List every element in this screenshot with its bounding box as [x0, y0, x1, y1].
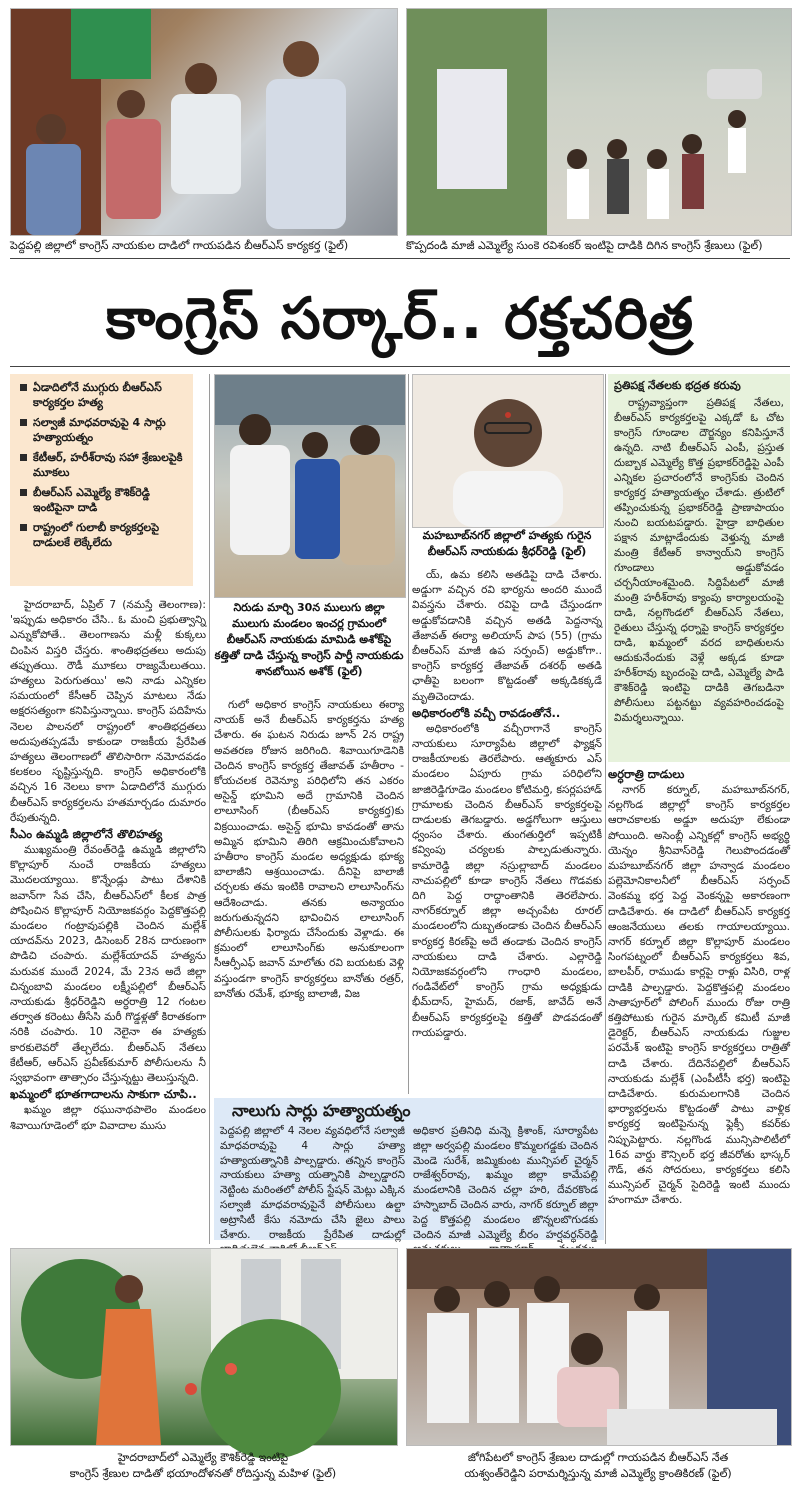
knife-attack-photo — [214, 374, 406, 598]
col1-subhead-1: సీఎం ఉమ్మడి జిల్లాలోనే తొలిహత్య — [10, 827, 163, 842]
col5-subhead-1: అర్ధరాత్రి దాడులు — [608, 767, 685, 781]
bottom-left-photo — [10, 1248, 398, 1446]
column-2 — [214, 698, 404, 1088]
column-1 — [10, 598, 206, 1132]
column-rule — [408, 374, 409, 1094]
highlight-item: రాష్ట్రంలో గులాబీ కార్యకర్తలపై దాడులకే లెక్కేలేదు — [18, 520, 187, 550]
blue-box-right: అధికార ప్రతినిధి మన్నె క్రిశాంక్, సూర్యాపేట జిల్లా అర్వపల్లి మండలం కొమ్మలగడ్డకు చెందిన మెండె సురేశ్, జమ్మికుంట మున్సిపల్ చైర్మన్ రాజేశ్వర్‌రావు, ఖమ్మం జిల్లా కామేపల్లి మండలానికి చెందిన చల్లా హరి, దేవరకొండ హస్నాబాద్ చెందిన వారు, నాగర్ కర్నూల్ జిల్లా పెద్ద కొత్తపల్లి మండలం జొన్నలబొగుడకు చెందిన మాజీ ఎమ్మెల్యే బీరం హర్షవర్ధన్‌రెడ్డి — [413, 1125, 598, 1241]
right-box-body: రాష్ట్రవ్యాప్తంగా ప్రతిపక్ష నేతలు, బీఆర్ఎస్ కార్యకర్తలపై ఎక్కడో ఓ చోట కాంగ్రెస్ గూండాల దౌర్జన్యం కనిపిస్తూనే ఉన్నది. నాటి బీఆర్ఎస్ ఎంపీ, ప్రస్తుత దుబ్బాక ఎమ్మెల్యే కొత్త ప్రభాకర్‌రెడ్డిపై ఎంపీ ఎన్నికల ప్రచారంలోనే కాంగ్రెస్‌కు చెందిన కార్యకర్త హత్యాయత్నం చేశాడు. త్రుటిలో తప్పించుకున్న ప్రభాకర్‌రెడ్డి ప్రాణాపాయం నుంచి బయటపడ్డారు. హైడ్రా బాధితుల పక్షాన మాట్లాడేందుకు వెళ్తున్న మాజీ మంత్రి కేటీఆర్ కాన్వాయ్‌ని కాంగ్రెస్ గూండాలు అడ్డుకోవడం చర్చనీయాంశమైంది. సిద్దిపేటలో మాజీ మంత్రి హరీశ్‌రావు క్యాంపు కార్యాలయంపై దాడి, నల్లగొండలో బీఆర్ఎస్ నేతలు, రైతులు చేస్తున్న ధర్నాపై కాంగ్రెస్ కార్యకర్తల దాడి, ఖమ్మంలో వరద బాధితులను ఆదుకునేందుకు వెళ్లే అక్కడ కూడా హరీశ్‌రావు బృందంపై దాడి, ఎమ్మెల్యే పాడి కౌశిక్‌రెడ్డి ఇంటిపై దాడికి తెగబడినా పోలీసులు పట్టనట్టు వ్యవహరించడంపై విమర్శలున్నాయి. — [614, 397, 784, 724]
blue-box-title: నాలుగు సార్లు హత్యాయత్నం — [232, 1101, 411, 1120]
bottom-left-caption-2: కాంగ్రెస్ శ్రేణుల దాడితో భయాందోళనతో రోదిస్తున్న మహిళ (ఫైల్) — [69, 1467, 337, 1480]
col1-subhead-2: ఖమ్మంలో భూతగాదాలను సాకుగా చూపి.. — [10, 1087, 197, 1102]
four-attempts-box — [214, 1098, 604, 1240]
col3-subhead-1: అధికారంలోకి వచ్చీ రావడంతోనే.. — [412, 705, 561, 720]
portrait-illustration — [413, 375, 603, 527]
col3-para-2: అధికారంలోకి వచ్చీరాగానే కాంగ్రెస్ నాయకులు సూర్యాపేట జిల్లాలో ఫ్యాక్షన్ రాజకీయాలకు తెరలేపారు. ఆత్మకూరు ఎస్ మండలం ఏపూరు గ్రామ పరిధిలోని జాజిరెడ్డిగూడెం మండలం కోటిమర్తి, కసర్లపహాడ్ గ్రామాలకు చెందిన బీఆర్ఎస్ కార్యకర్తలపై దాడులకు తెగబడ్డారు. అడ్డగోలుగా ఆస్తులు ధ్వంసం చేశారు. తుంగతుర్తిలో ఇప్పటికీ కవ్వింపు చర్యలకు పాల్పడుతున్నారు. కామారెడ్డి జిల్లా నస్రుల్లాబాద్ మండలం నాచుపల్లిలో కూడా కాంగ్రెస్ నేతలు గొడవకు దిగి పెద్ద రాద్ధాంతానికి తెరలేపారు. నాగర్‌కర్నూల్ జిల్లా అచ్చంపేట రూరల్ మండలంలోని దుబ్బతండాకు చెందిన బీఆర్ఎస్ కార్యకర్త కిరణ్‌పై అదే తండాకు చెందిన కాంగ్రెస్ నాయకులు దాడి చేశారు. ఎల్లారెడ్డి నియోజకవర్గంలోని గాంధారి మండలం, గండివేట్‌లో కాంగ్రెస్ గ్రామ అధ్యక్షుడు భీమ్‌దాస్, హైమద్, రజాక్, జావేద్ అనే బీఆర్ఎస్ కార్యకర్తలపై కత్తితో పొడవడంతో గాయపడ్డారు. — [412, 722, 602, 1039]
right-box-title: ప్రతిపక్ష నేతలకు భద్రత కరువు — [614, 379, 741, 392]
top-divider — [10, 258, 790, 259]
headline-divider — [10, 366, 790, 367]
bottom-right-photo — [406, 1248, 792, 1446]
top-left-caption: పెద్దపల్లి జిల్లాలో కాంగ్రెస్ నాయకుల దాడిలో గాయపడిన బీఆర్ఎస్ కార్యకర్త (ఫైల్) — [10, 239, 349, 252]
bottom-right-caption-2: యశ్వంత్‌రెడ్డిని పరామర్శిస్తున్న మాజీ ఎమ్మెల్యే క్రాంతికిరణ్ (ఫైల్) — [464, 1467, 732, 1480]
blue-box-left: పెద్దపల్లి జిల్లాలో 4 నెలల వ్యవధిలోనే సల్వాజీ మాధవరావుపై 4 సార్లు హత్యా హత్యాయత్నానికి పాల్పడ్డారు. తన్నిన కాంగ్రెస్ నాయకులు హత్యా యత్నానికి పాల్పడ్డారని నెట్టింట మరింతలో పోలీస్ స్టేషన్ మెట్లు ఎక్కిన సల్వాజీ మాధవరావుపైనే పోలీసులు ఉల్టా అట్రాసిటీ కేసు నమోదు చేసి జైలు పాలు చేశారు. రాజకీయ ప్రేరేపిత దాడుల్లో — [220, 1125, 405, 1241]
knife-attack-caption: నిరుడు మార్చి 30న ములుగు జిల్లా ములుగు మండలం ఇంచర్ల గ్రామంలో బీఆర్ఎస్ నాయకుడు మామిడి అశోక్‌పై కత్తితో దాడి చేస్తున్న కాంగ్రెస్ పార్టీ నాయకుడు శానబోయిన అశోక్ (ఫైల్) — [214, 601, 404, 678]
scuffle-illustration — [215, 375, 405, 597]
bottom-right-caption-1: జోగిపేటలో కాంగ్రెస్ శ్రేణుల దాడుల్లో గాయపడిన బీఆర్ఎస్ నేత — [467, 1451, 729, 1464]
crowd-illustration — [11, 9, 397, 235]
column-5 — [608, 766, 790, 1236]
top-right-photo — [406, 8, 792, 236]
top-left-photo — [10, 8, 398, 236]
column-rule — [605, 374, 606, 1244]
col5-para-1: నాగర్ కర్నూల్, మహబూబ్‌నగర్, నల్లగొండ జిల్లాల్లో కాంగ్రెస్ కార్యకర్తల ఆరాచకాలకు అడ్డూ అదుపూ లేకుండా పోయింది. అసెంబ్లీ ఎన్నికల్లో కాంగ్రెస్ అభ్యర్థి యెన్నం శ్రీనివాస్‌రెడ్డి గెలుపొందడంతో మహబూబ్‌నగర్ జిల్లా హన్వాడ మండలం పల్లెమోనికాలనీలో బీఆర్ఎస్ సర్పంచ్ వెంకమ్మ భర్త పెద్ద వెంకన్నపై అకారణంగా దాడిచేశారు. ఈ దాడిలో బీఆర్ఎస్ కార్యకర్త ఆంజనేయులు తలకు గాయాలయ్యాయి. నాగర్ కర్నూల్ జిల్లా కొల్లాపూర్ మండలం సింగపట్నంలో బీఆర్ఎస్ కార్యకర్తలు శివ, బాలపీర్, రాముడు కార్లపై రాళ్లు విసిరి, రాళ్ల దాడికి పాల్పడ్డారు. పెద్దకొత్తపల్లి మండలం సాతాపూర్‌లో పోలింగ్ ముందు రోజు రాత్రి కత్తిపోటుకు గురైన మార్కెట్ కమిటీ మాజీ డైరెక్టర్, బీఆర్ఎస్ నాయకుడు గుజ్జుల పరమేశ్ ఇంటిపై కాంగ్రెస్ కార్యకర్తలు రాత్రితో దాడి చేశారు. దేదినేపల్లిలో బీఆర్ఎస్ నాయకుడు మల్లేశ్ (ఎంపీటీసీ భర్త) ఇంటిపై దాడిచేశారు. కురుమలగానికి చెందిన భార్యాభర్తలను కొట్టడంతో పాటు వాళ్లిక కార్యకర్త ఇంటిపైనున్న ఫ్లెక్సీ కవర్‌కు నిప్పుపెట్టారు. నల్లగొండ మున్సిపాలిటీలో 16వ వార్డు కౌన్సిలర్ భర్త జీవరోతు భాస్కర్ గౌడ్, తన సోదరులు, కార్యకర్తలు కలిసి మున్సిపల్ చైర్మన్ సైదిరెడ్డి ఇంటి ముందు హంగామా చేశారు. — [608, 784, 790, 1207]
blue-box-columns — [220, 1124, 598, 1241]
highlight-item: ఏడాదిలోనే ముగ్గురు బీఆర్ఎస్ కార్యకర్తల హత్య — [18, 380, 187, 410]
col2-para-1: గులో అధికార కాంగ్రెస్ నాయకులు ఈర్యా నాయక్ అనే బీఆర్ఎస్ కార్యకర్తను హత్య చేశారు. ఈ ఘటన నిరుడు జూన్ 2న రాష్ట్ర అవతరణ రోజున జరిగింది. శివాయిగూడెనికి చెందిన కాంగ్రెస్ కార్యకర్త తేజావత్ హతీరాం - కోయచలక రెవెన్యూ పరిధిలోని తన ఎకరం అసైన్డ్ భూమిని అదే గ్రామానికి చెందిన లాలూసింగ్ (బీఆర్ఎస్ కార్యకర్త)కు విక్రయించాడు. అసైన్డ్ భూమి కావడంతో తాను అమ్మిన భూమిని తిరిగి ఆక్రమించుకోవాలని హతీరాం కాంగ్రెస్ మండల అధ్యక్షుడు భూక్య బాలాజీని ఆశ్రయించాడు. దీనిపై బాలాజీ చర్చలకు తమ ఇంటికి రావాలని లాలూసింగ్‌ను ఆదేశించాడు. తనకు అన్యాయం జరుగుతున్నదని భావించిన లాలూసింగ్ పోలీసులకు ఫిర్యాదు చేసేందుకు వెళ్లాడు. ఈ క్రమంలో లాలూసింగ్‌కు అనుకూలంగా సీఆర్పీఎఫ్ జవాన్ మాలోతు రవి బయటకు వెళ్లి వస్తుండగా కాంగ్రెస్ కార్యకర్తలు బానోతు రత్రర్, బానోతు రమేశ్, భూక్య బాలాజీ, విజ — [214, 699, 404, 1000]
column-rule — [209, 374, 210, 1244]
bottom-left-caption-1: హైదరాబాద్‌లో ఎమ్మెల్యే కౌశిక్‌రెడ్డి ఇంటిపై — [117, 1451, 289, 1464]
highlight-item: సల్వాజీ మాధవరావుపై 4 సార్లు హత్యాయత్నం — [18, 415, 187, 445]
sridhar-reddy-photo — [412, 374, 604, 528]
garden-woman-illustration — [11, 1249, 397, 1445]
opposition-security-box — [608, 374, 790, 762]
page-headline: కాంగ్రెస్ సర్కార్.. రక్తచరిత్ర — [105, 286, 695, 352]
col1-para-3: ఖమ్మం జిల్లా రఘునాథపాలెం మండలం శివాయిగూడెంలో భూ వివాదాల ముసు — [10, 1104, 206, 1132]
house-crowd-illustration — [407, 9, 791, 235]
hospital-visit-illustration — [407, 1249, 791, 1445]
highlights-box — [10, 374, 193, 586]
column-3 — [412, 568, 602, 1092]
highlight-item: బీఆర్ఎస్ ఎమ్మెల్యే కౌశిక్‌రెడ్డి ఇంటిపైనా దాడి — [18, 485, 187, 515]
col1-para-2: ముఖ్యమంత్రి రేవంత్‌రెడ్డి ఉమ్మడి జిల్లాలోని కొల్లాపూర్ నుంచే రాజకీయ హత్యలు మొదలయ్యాయి. కొన్నేండ్లు పాటు దేశానికి జవాన్‌గా సేవ చేసి, బీఆర్ఎస్‌లో కీలక పాత్ర పోషించిన కొల్లాపూర్ నియోజకవర్గం పెద్దకొత్తపల్లి మండలం గంట్రావుపల్లికి చెందిన మల్లేశ్ యాదవ్‌ను 2023, డిసెంబర్ 28న దారుణంగా పొడిచి చంపారు. మల్లేశ్‌యాదవ్ హత్యను మరువక ముందే 2024, మే 23న అదే జిల్లా చిన్నంబావి మండలం లక్ష్మీపల్లిలో బీఆర్ఎస్ నాయకుడు శ్రీధర్‌రెడ్డిని అర్ధరాత్రి 12 గంటల తర్వాత కరెంటు తీసేసి మరీ గొడ్డళ్లతో కిరాతకంగా నరికి చంపారు. 10 నెలైనా ఈ హత్యకు కారకులెవరో తేల్చలేదు. బీఆర్ఎస్ నేతలు కేటీఆర్, ఆర్ఎస్ ప్రవీణ్‌కుమార్ పోలీసులను నీ స్వభావంగా తాత్సారం చేస్తున్నట్టు తెలుస్తున్నది. — [10, 844, 206, 1085]
col3-para-1: య్, ఉమ కలిసి అతడిపై దాడి చేశారు. అడ్డుగా వచ్చిన రవి భార్యను అందరి ముందే వివస్త్రను చేశారు. రవిపై దాడి చేస్తుండగా అడ్డుకోవడానికి వచ్చిన అతడి పెద్దనాన్న తేజావత్ ఈర్యా అలియాస్ పాప (55) (గ్రామ బీఆర్ఎస్ మాజీ ఉప సర్పంచ్) అడ్డుకోగా.. కాంగ్రెస్ కార్యకర్త తేజావత్ దశరథ్ అతడి ఛాతీపై బలంగా కొట్టడంతో అక్కడికక్కడే మృతిచెందాడు. — [412, 569, 602, 703]
highlight-item: కేటీఆర్, హరీశ్‌రావు సహా శ్రేణులపైకి మూకలు — [18, 450, 187, 480]
top-right-caption: కొప్పదండి మాజీ ఎమ్మెల్యే సుంకె రవిశంకర్ ఇంటిపై దాడికి దిగిన కాంగ్రెస్ శ్రేణులు (ఫైల్) — [406, 239, 763, 252]
col1-para-1: హైదరాబాద్, ఏప్రిల్ 7 (నమస్తే తెలంగాణ): 'ఇప్పుడు అధికారం చేసి.. ఓ మంచి ప్రభుత్వాన్ని ఎన్నుకోపోతే.. తెలంగాణను మళ్లీ కుక్కలు చింపిన విస్తరి చేస్తరు. శాంతిభద్రతలు అదుపు తప్పుతయి. రౌడీ మూకలు రాజ్యమేలుతయి. హత్యలు పెరుగుతయి' అని నాడు ఎన్నికల సమయంలో కేసీఆర్ చెప్పిన మాటలు నేడు అక్షరసత్యంగా కనిపిస్తున్నాయి. కాంగ్రెస్ పదిహేను నెలల పాలనలో రాష్ట్రంలో శాంతిభద్రతలు అదుపుతప్పడమే కాకుండా రాజకీయ ప్రేరేపిత హత్యలు తెలంగాణలో తొలిసారిగా నమోదవడం కలకలం సృష్టిస్తున్నది. కాంగ్రెస్ అధికారంలోకి వచ్చిన 16 నెలలు కాగా ఏడాదిలోనే ముగ్గురు బీఆర్ఎస్ కార్యకర్తలను హతమార్చడం దుమారం రేపుతున్నది. — [10, 599, 206, 824]
sridhar-reddy-caption: మహబూబ్‌నగర్ జిల్లాలో హత్యకు గురైన బీఆర్ఎస్ నాయకుడు శ్రీధర్‌రెడ్డి (ఫైల్) — [422, 529, 592, 558]
